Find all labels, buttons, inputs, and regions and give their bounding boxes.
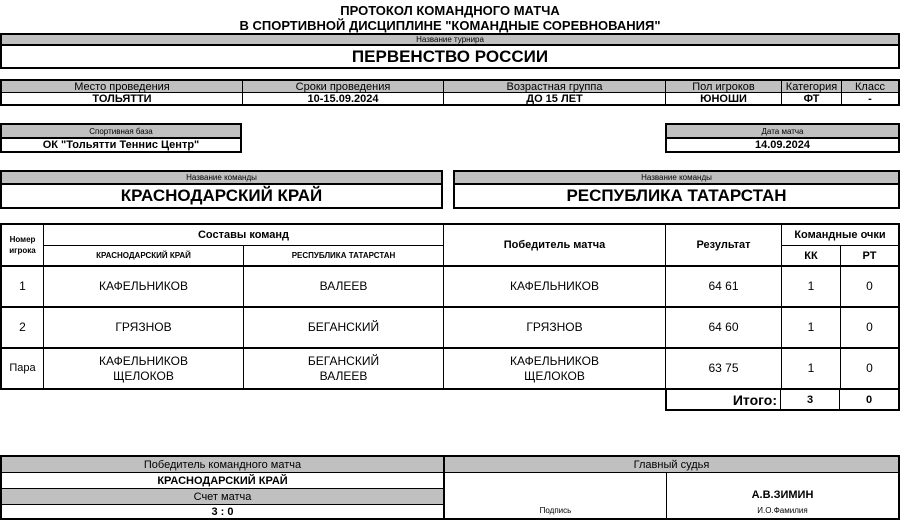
protocol-title-line2: В СПОРТИВНОЙ ДИСЦИПЛИНЕ "КОМАНДНЫЕ СОРЕВНОВАНИЯ" bbox=[239, 18, 661, 33]
match-date-value: 14.09.2024 bbox=[754, 139, 811, 151]
col-team-right: РЕСПУБЛИКА ТАТАРСТАН bbox=[291, 251, 396, 260]
protocol-title-line1: ПРОТОКОЛ КОМАНДНОГО МАТЧА bbox=[340, 3, 560, 18]
col-result: Результат bbox=[696, 239, 751, 251]
row3-right-players bbox=[244, 349, 443, 388]
row1-rt: 0 bbox=[866, 279, 873, 293]
row3-right-player1: БЕГАНСКИЙ bbox=[307, 353, 380, 368]
row1-right-player: ВАЛЕЕВ bbox=[319, 279, 368, 293]
total-label: Итого: bbox=[732, 391, 777, 408]
row2-result: 64 60 bbox=[708, 320, 739, 334]
col-player-number bbox=[2, 225, 43, 265]
age-group-label: Возрастная группа bbox=[506, 80, 603, 93]
row3-rt: 0 bbox=[866, 361, 873, 375]
col-rt: РТ bbox=[862, 249, 877, 262]
row3-result: 63 75 bbox=[708, 361, 739, 375]
dates-label: Сроки проведения bbox=[295, 80, 391, 93]
col-rosters: Составы команд bbox=[197, 229, 290, 241]
row3-winner1: КАФЕЛЬНИКОВ bbox=[510, 353, 599, 368]
age-group-value: ДО 15 ЛЕТ bbox=[526, 92, 583, 105]
row3-left-player1: КАФЕЛЬНИКОВ bbox=[99, 353, 188, 368]
row2-right-player: БЕГАНСКИЙ bbox=[307, 320, 380, 334]
sport-base-value: ОК "Тольятти Теннис Центр" bbox=[42, 139, 200, 151]
team-right-label: Название команды bbox=[455, 172, 898, 183]
class-value: - bbox=[868, 92, 872, 105]
team-right-name: РЕСПУБЛИКА ТАТАРСТАН bbox=[566, 186, 787, 205]
row3-number: Пара bbox=[9, 362, 36, 374]
referee-name: А.В.ЗИМИН bbox=[751, 489, 814, 501]
team-left-section bbox=[0, 170, 443, 209]
col-kk: КК bbox=[804, 249, 818, 262]
row1-number: 1 bbox=[19, 279, 26, 293]
match-date-label: Дата матча bbox=[667, 125, 898, 137]
row3-left-player2: ЩЕЛОКОВ bbox=[113, 368, 174, 383]
team-left-label: Название команды bbox=[2, 172, 441, 183]
sport-base-label: Спортивная база bbox=[2, 125, 240, 137]
dates-value: 10-15.09.2024 bbox=[307, 92, 379, 105]
row1-result: 64 61 bbox=[708, 279, 739, 293]
signature-label: Подпись bbox=[539, 506, 572, 515]
match-score-value: 3 : 0 bbox=[211, 505, 234, 518]
tournament-section bbox=[0, 33, 900, 69]
row1-winner: КАФЕЛЬНИКОВ bbox=[510, 279, 599, 293]
row2-rt: 0 bbox=[866, 320, 873, 334]
match-score-label: Счет матча bbox=[2, 489, 443, 504]
tournament-label: Название турнира bbox=[2, 35, 898, 44]
row2-number: 2 bbox=[19, 320, 26, 334]
venue-value: ТОЛЬЯТТИ bbox=[92, 92, 152, 105]
row2-left-player: ГРЯЗНОВ bbox=[115, 320, 172, 334]
row3-kk: 1 bbox=[807, 361, 815, 375]
total-kk: 3 bbox=[806, 393, 814, 406]
match-date-section bbox=[665, 123, 900, 153]
footer-section bbox=[0, 455, 900, 520]
row3-winners bbox=[444, 349, 665, 388]
row3-left-players bbox=[44, 349, 243, 388]
total-rt: 0 bbox=[865, 393, 873, 406]
category-value: ФТ bbox=[803, 92, 820, 105]
row3-winner2: ЩЕЛОКОВ bbox=[524, 368, 585, 383]
team-winner-label: Победитель командного матча bbox=[2, 457, 443, 472]
row2-kk: 1 bbox=[807, 320, 815, 334]
col-player-number-line1: Номер bbox=[9, 235, 36, 244]
col-match-winner: Победитель матча bbox=[503, 239, 606, 251]
team-right-section bbox=[453, 170, 900, 209]
chief-referee-label: Главный судья bbox=[445, 457, 898, 472]
venue-label: Место проведения bbox=[74, 80, 170, 93]
category-label: Категория bbox=[785, 80, 838, 93]
class-label: Класс bbox=[855, 80, 885, 93]
row1-kk: 1 bbox=[807, 279, 815, 293]
totals-row bbox=[665, 388, 900, 411]
row1-left-player: КАФЕЛЬНИКОВ bbox=[99, 279, 188, 293]
row2-winner: ГРЯЗНОВ bbox=[526, 320, 583, 334]
referee-name-label: И.О.Фамилия bbox=[757, 506, 808, 515]
info-row bbox=[0, 79, 900, 106]
match-table bbox=[0, 223, 900, 390]
sport-base-section bbox=[0, 123, 242, 153]
row3-right-player2: ВАЛЕЕВ bbox=[319, 368, 368, 383]
gender-label: Пол игроков bbox=[692, 80, 755, 93]
col-team-left: КРАСНОДАРСКИЙ КРАЙ bbox=[96, 251, 191, 260]
tournament-name: ПЕРВЕНСТВО РОССИИ bbox=[351, 46, 549, 66]
gender-value: ЮНОШИ bbox=[700, 92, 747, 105]
col-team-points: Командные очки bbox=[794, 229, 886, 241]
col-player-number-line2: игрока bbox=[9, 246, 36, 255]
team-winner-value: КРАСНОДАРСКИЙ КРАЙ bbox=[157, 474, 288, 487]
team-left-name: КРАСНОДАРСКИЙ КРАЙ bbox=[120, 186, 323, 205]
